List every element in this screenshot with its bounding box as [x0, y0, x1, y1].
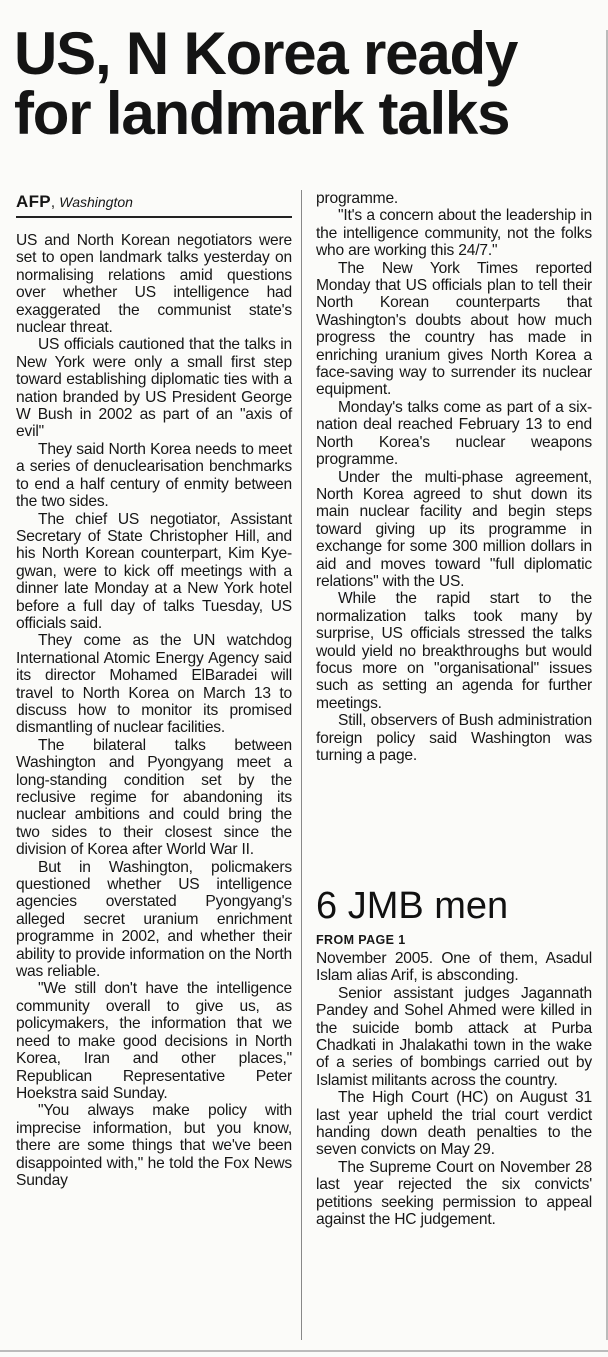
from-page-label: FROM PAGE 1	[316, 933, 406, 947]
second-article-column	[316, 950, 592, 1229]
article-paragraph: The chief US negotiator, Assistant Secretary of State Christopher Hill, and his North Korean counterpart, Kim Kye-gwan, were to kick off meetings with a dinner late Monday at a New York hotel before a full day of talks Tuesday, US officials said.	[16, 510, 292, 632]
second-article-paragraph: November 2005. One of them, Asadul Islam alias Arif, is absconding.	[316, 950, 592, 985]
column-divider	[301, 190, 302, 1340]
article-paragraph: programme.	[316, 190, 399, 207]
article-paragraph: "We still don't have the intelligence community overall to give us, as policymakers, the information that we need to make good decisions in North Korea, Iran and other places," Republican Representative Peter Hoekstra said Sunday.	[16, 980, 292, 1102]
article-paragraph: They said North Korea needs to meet a series of denuclearisation benchmarks to end a half century of enmity between the two sides.	[16, 440, 292, 511]
byline-location: Washington	[59, 194, 133, 210]
second-headline: 6 JMB men	[316, 885, 509, 927]
article-paragraph: But in Washington, policmakers questioned whether US intelligence agencies overstated Pyongyang's alleged secret uranium enrichment programme in 2002, and whether their ability to provide information on the North was reliable.	[16, 858, 292, 981]
article-paragraph: While the rapid start to the normalization talks took many by surprise, US officials stressed the talks would yield no breakthroughs but would focus more on "organisational" issues such as setting an agenda for further meetings.	[316, 590, 592, 712]
second-article-paragraph: Senior assistant judges Jagannath Pandey and Sohel Ahmed were killed in the suicide bomb attack at Purba Chadkati in Jhalakathi town in the wake of a series of bombings carried out by Islamist militants across the country.	[316, 984, 592, 1089]
byline-agency: AFP	[16, 192, 51, 211]
article-paragraph: Still, observers of Bush administration foreign policy said Washington was turning a page.	[316, 712, 592, 764]
article-column-left	[16, 232, 292, 1189]
article-paragraph: Under the multi-phase agreement, North Korea agreed to shut down its main nuclear facility and begin steps toward giving up its programme in exchange for some 300 million dollars in aid and moves toward "full diplomatic relations" with the US.	[316, 468, 592, 590]
article-column-right	[316, 190, 592, 764]
article-paragraph: The New York Times reported Monday that US officials plan to tell their North Korean counterparts that Washington's doubts about how much progress the country has made in enriching uranium gives North Korea a face-saving way to surrender its nuclear equipment.	[316, 259, 592, 399]
main-headline: US, N Korea ready for landmark talks	[14, 20, 518, 147]
second-article-paragraph: The Supreme Court on November 28 last year rejected the six convicts' petitions seeking permission to appeal against the HC judgement.	[316, 1158, 592, 1229]
second-article-paragraph: The High Court (HC) on August 31 last year upheld the trial court verdict handing down death penalties to the seven convicts on May 29.	[316, 1089, 592, 1159]
byline: AFP, Washington	[16, 192, 133, 211]
article-paragraph: They come as the UN watchdog International Atomic Energy Agency said its director Mohamed ElBaradei will travel to North Korea on March 13 to discuss how to monitor its promised dismantling of nuclear facilities.	[16, 632, 292, 737]
page-edge-bottom	[0, 1350, 608, 1352]
article-paragraph: The bilateral talks between Washington and Pyongyang meet a long-standing condition set by the reclusive regime for abandoning its nuclear ambitions and could bring the two sides to their closest since the division of Korea after World War II.	[16, 736, 292, 859]
article-paragraph: Monday's talks come as part of a six-nation deal reached February 13 to end North Korea's nuclear weapons programme.	[316, 398, 592, 469]
article-paragraph: US officials cautioned that the talks in New York were only a small first step toward establishing diplomatic ties with a nation branded by US President George W Bush in 2002 as part of an "axis of evil"	[16, 336, 292, 441]
article-paragraph: US and North Korean negotiators were set to open landmark talks yesterday on normalising relations amid questions over whether US intelligence had exaggerated the communist state's nuclear threat.	[16, 232, 292, 337]
article-paragraph: "It's a concern about the leadership in the intelligence community, not the folks who are working this 24/7."	[316, 207, 592, 260]
article-paragraph: "You always make policy with imprecise information, but you know, there are some things that we've been disappointed with," he told the Fox News Sunday	[16, 1102, 292, 1189]
byline-rule	[16, 216, 292, 218]
